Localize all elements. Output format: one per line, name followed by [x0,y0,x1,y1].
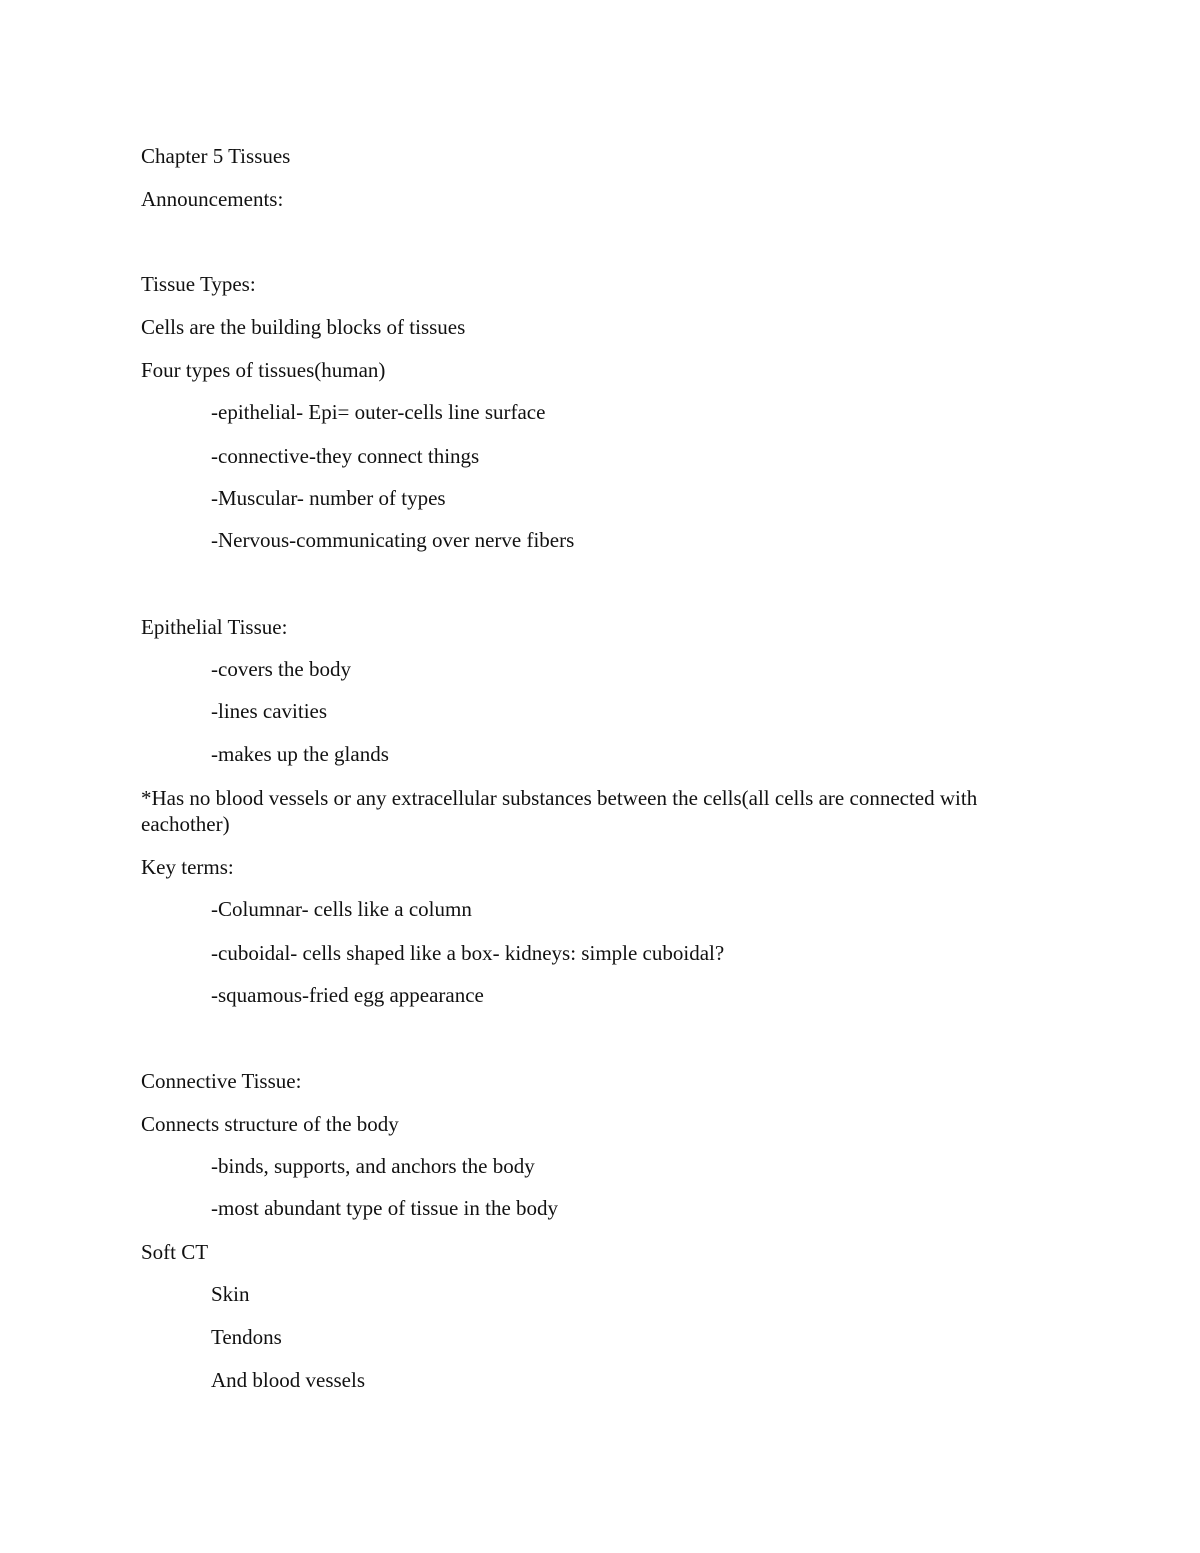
tissue-type-item: -Muscular- number of types [211,486,446,510]
tissue-type-item: -Nervous-communicating over nerve fibers [211,528,575,552]
key-term-item: -Columnar- cells like a column [211,897,472,921]
connective-intro: Connects structure of the body [141,1112,399,1136]
tissue-types-intro: Cells are the building blocks of tissues [141,315,466,339]
tissue-types-heading: Tissue Types: [141,272,256,296]
announcements-label: Announcements: [141,187,284,211]
key-term-item: -cuboidal- cells shaped like a box- kidneys: simple cuboidal? [211,941,725,965]
key-terms-heading: Key terms: [141,855,234,879]
page-title: Chapter 5 Tissues [141,144,291,168]
soft-ct-item: Tendons [211,1325,282,1349]
connective-item: -binds, supports, and anchors the body [211,1154,535,1178]
epithelial-note: *Has no blood vessels or any extracellular substances between the cells(all cells are connected with eachother) [141,786,978,836]
soft-ct-item: And blood vessels [211,1368,365,1392]
epithelial-heading: Epithelial Tissue: [141,615,288,639]
tissue-types-four: Four types of tissues(human) [141,358,386,382]
epithelial-item: -lines cavities [211,699,328,723]
epithelial-item: -covers the body [211,657,351,681]
epithelial-item: -makes up the glands [211,742,389,766]
tissue-type-item: -connective-they connect things [211,444,480,468]
connective-heading: Connective Tissue: [141,1069,302,1093]
connective-item: -most abundant type of tissue in the body [211,1196,559,1220]
soft-ct-item: Skin [211,1282,250,1306]
key-term-item: -squamous-fried egg appearance [211,983,484,1007]
tissue-type-item: -epithelial- Epi= outer-cells line surface [211,400,546,424]
soft-ct-heading: Soft CT [141,1240,209,1264]
